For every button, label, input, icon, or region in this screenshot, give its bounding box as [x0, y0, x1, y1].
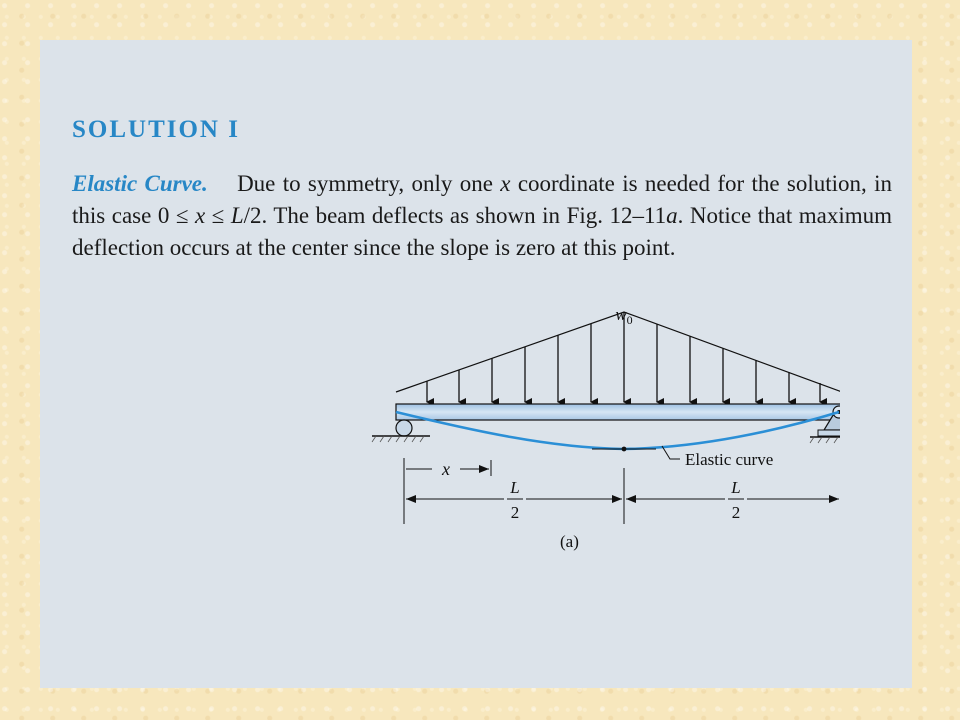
body-paragraph — [72, 168, 892, 264]
right-span-denominator: 2 — [731, 503, 741, 522]
para-var-x-2: x — [194, 203, 206, 228]
para-text-1: Due to symmetry, only one — [237, 171, 501, 196]
load-arrows — [427, 312, 820, 402]
para-var-a: a — [666, 203, 678, 228]
beam-figure — [320, 262, 840, 572]
figure-caption: (a) — [560, 532, 579, 551]
beam — [396, 404, 840, 420]
para-text-2: coordinate is needed for the solution, in this case 0 ≤ — [72, 171, 892, 228]
roller-support — [372, 420, 430, 442]
beam-diagram — [320, 262, 840, 572]
x-dimension-label: x — [442, 459, 450, 479]
load-label: $w_0$ — [615, 305, 633, 327]
para-var-L: L — [230, 203, 244, 228]
para-text-4: /2. The beam deflects as shown in Fig. 12–11 — [243, 203, 667, 228]
right-span-numerator: L — [731, 478, 741, 497]
left-span-denominator: 2 — [510, 503, 520, 522]
para-text-3: ≤ — [205, 203, 231, 228]
para-var-x-1: x — [500, 171, 511, 196]
section-heading: SOLUTION I — [72, 116, 240, 143]
distributed-load-outline — [396, 312, 840, 392]
para-text-5: . Notice that maximum deflection occurs at the center since the slope is zero at this point. — [72, 203, 892, 260]
elastic-curve-label: Elastic curve — [685, 450, 774, 469]
paragraph-lead: Elastic Curve. — [72, 171, 208, 196]
left-span-numerator: L — [510, 478, 520, 497]
